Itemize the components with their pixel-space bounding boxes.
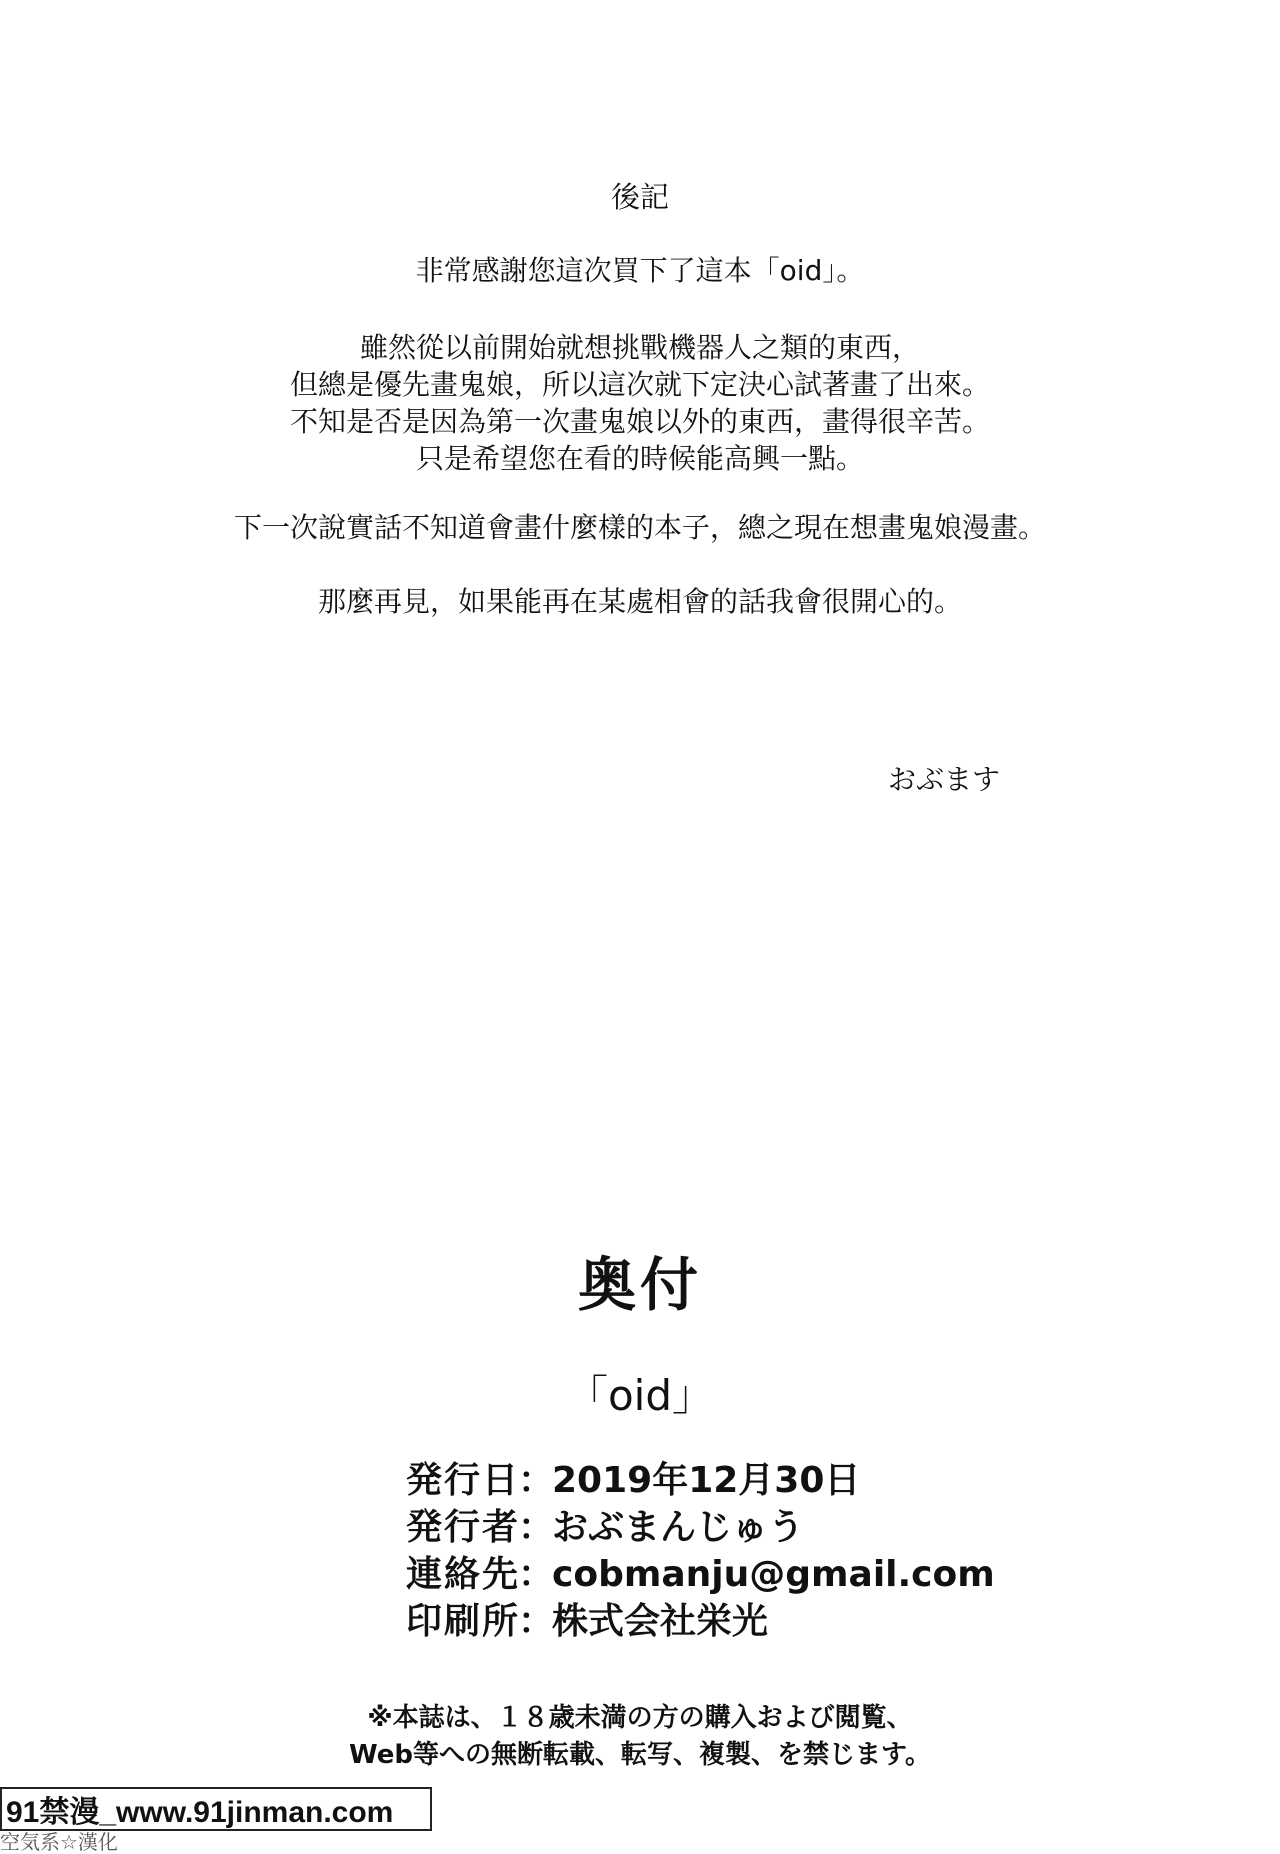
info-colon: ： — [518, 1554, 555, 1595]
colophon-info — [406, 1457, 995, 1645]
notice-line: ※本誌は、１８歳未満の方の購入および閲覧、 — [367, 1703, 913, 1733]
afterword-line: 不知是否是因為第一次畫鬼娘以外的東西，畫得很辛苦。 — [289, 405, 990, 438]
info-label: 発行者 — [406, 1507, 521, 1548]
info-row-printer — [406, 1598, 995, 1645]
info-value: 2019年12月30日 — [552, 1460, 861, 1501]
info-row-issue-date — [406, 1457, 995, 1504]
info-value: 株式会社栄光 — [552, 1601, 769, 1642]
afterword-title: 後記 — [610, 180, 669, 214]
watermark-subtext: 空気系☆漢化 — [0, 1830, 118, 1854]
afterword-line: 非常感謝您這次買下了這本「oid」。 — [415, 254, 865, 287]
info-label: 連絡先 — [406, 1554, 521, 1595]
info-label: 発行日 — [406, 1460, 521, 1501]
info-colon: ： — [518, 1460, 555, 1501]
info-colon: ： — [518, 1601, 555, 1642]
afterword-author: おぶます — [887, 763, 1000, 796]
info-colon: ： — [518, 1507, 555, 1548]
afterword-paragraph-1 — [0, 252, 1280, 289]
colophon-title: 奥付 — [577, 1251, 702, 1319]
watermark-text: 91禁漫_www.91jinman.com — [6, 1796, 394, 1829]
watermark-banner — [0, 1787, 432, 1831]
afterword-line: 但總是優先畫鬼娘，所以這次就下定決心試著畫了出來。 — [289, 368, 990, 401]
info-value: おぶまんじゅう — [552, 1507, 805, 1548]
afterword-paragraph-4 — [0, 583, 1280, 620]
info-row-publisher — [406, 1504, 995, 1551]
book-title: 「oid」 — [565, 1371, 715, 1420]
info-label: 印刷所 — [406, 1601, 521, 1642]
afterword-line: 那麼再見，如果能再在某處相會的話我會很開心的。 — [317, 585, 962, 618]
afterword-line: 雖然從以前開始就想挑戰機器人之類的東西， — [359, 331, 920, 364]
afterword-paragraph-2 — [0, 329, 1280, 477]
afterword-line: 只是希望您在看的時候能高興一點。 — [415, 442, 864, 475]
notice-line: Web等への無断転載、転写、複製、を禁じます。 — [349, 1740, 931, 1770]
notice — [0, 1700, 1280, 1774]
info-value-email: cobmanju@gmail.com — [552, 1554, 995, 1595]
afterword-paragraph-3 — [0, 509, 1280, 546]
afterword-line: 下一次說實話不知道會畫什麼樣的本子，總之現在想畫鬼娘漫畫。 — [233, 511, 1046, 544]
info-row-contact — [406, 1551, 995, 1598]
